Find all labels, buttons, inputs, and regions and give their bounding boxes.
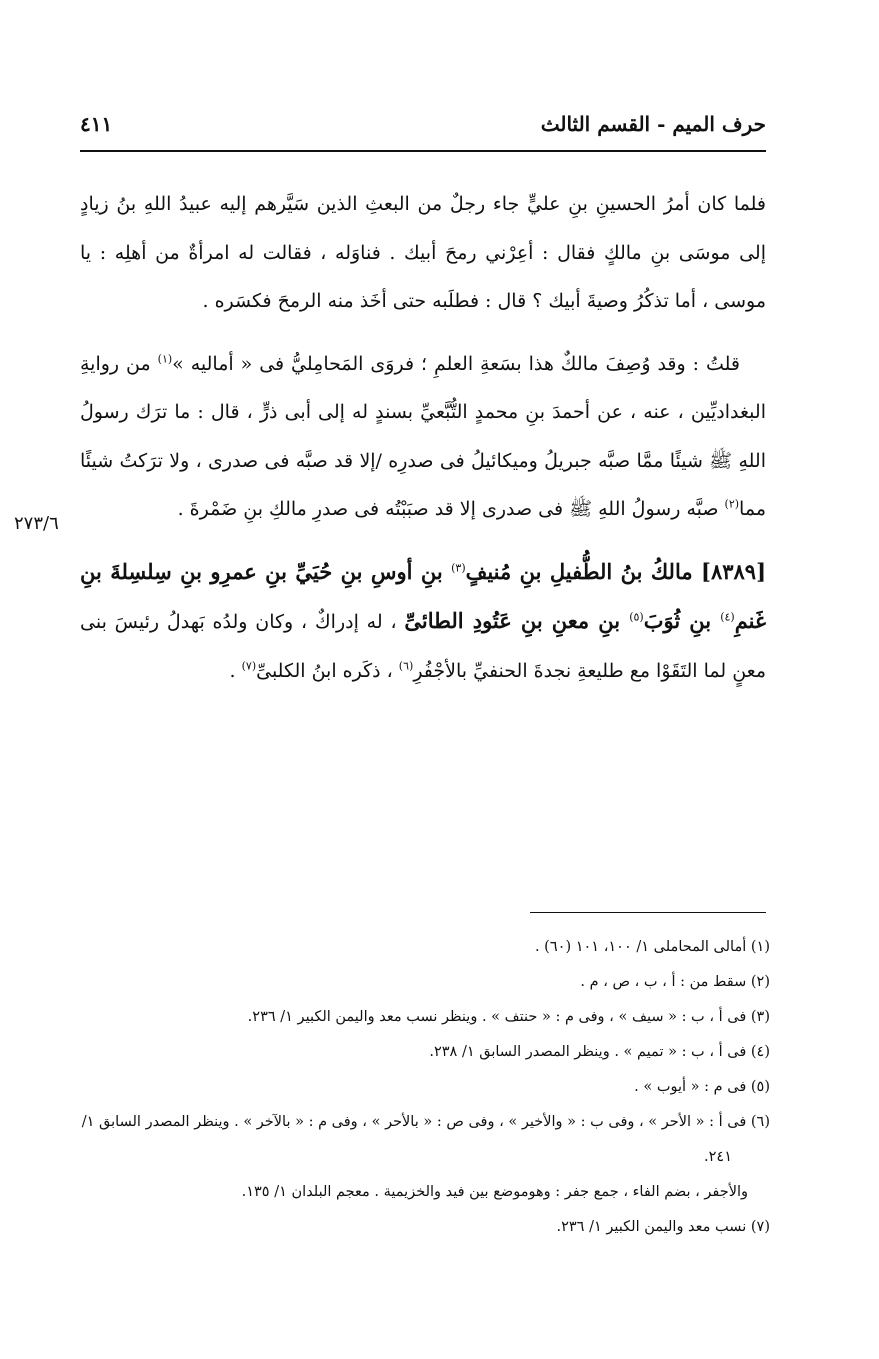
footnote-ref-1: (١): [157, 352, 173, 366]
entry-text-end: .: [229, 659, 242, 682]
footnote-6-continuation: والأجفر ، بضم الفاء ، جمع جفر : وهوموضع بين فيد والخزيمية . معجم البلدان ١/ ١٣٥.: [241, 1184, 748, 1200]
footnote-ref-5: (٥): [629, 610, 644, 624]
footnote-ref-6: (٦): [398, 659, 414, 673]
paragraph-2-text-a: قلتُ : وقد وُصِفَ مالكٌ هذا بسَعةِ العلمِ ؛ فروَى المَحامِليُّ فى « أماليه »: [172, 352, 740, 375]
footnote-4: (٤) فى أ ، ب : « تميم » . وينظر المصدر السابق ١/ ٢٣٨.: [429, 1044, 770, 1060]
paragraph-1: فلما كان أمرُ الحسينِ بنِ عليٍّ جاء رجلٌ من البعثِ الذين سَيَّرهم إليه عبيدُ اللهِ بنُ زيادٍ إلى موسَى بنِ مالكٍ فقال : أعِرْني رمحَ أبيك . فناوَله ، فقالت له امرأةٌ من أهلِه : يا موسى ، أما تذكُرُ وصيةَ أبيك ؟ قال : فطلَبه حتى أخَذ منه الرمحَ فكسَره .: [80, 193, 766, 312]
paragraph-2: [80, 340, 766, 534]
chapter-title: حرف الميم - القسم الثالث: [540, 112, 766, 136]
footnote-ref-3: (٣): [451, 561, 466, 575]
running-header: [80, 108, 766, 148]
footnote-7: (٧) نسب معد واليمن الكبير ١/ ٢٣٦.: [556, 1219, 770, 1235]
header-rule: [80, 150, 766, 152]
page-number: ٤١١: [80, 112, 113, 136]
footnote-ref-2: (٢): [724, 497, 740, 511]
entry-text: ، له إدراكٌ ، وكان ولدُه بَهدلُ رئيسَ بنى معنٍ لما التَقَوْا مع طليعةِ نجدةَ الحنفيِّ بالأجْفُرِ: [80, 611, 766, 682]
margin-volume-reference: ٢٧٣/٦: [14, 513, 59, 534]
footnote-2: (٢) سقط من : أ ، ب ، ص ، م .: [580, 974, 770, 990]
entry-heading-d: بنِ معنِ بنِ عَتُودِ الطائىِّ: [404, 608, 630, 633]
footnote-1: (١) أمالى المحاملى ١/ ١٠٠، ١٠١ (٦٠) .: [534, 939, 770, 955]
paragraph-2-text-c: صبَّه رسولُ اللهِ ﷺ فى صدرى إلا قد صبَبْتُه فى صدرِ مالكِ بنِ ضَمْرةَ .: [177, 498, 725, 520]
entry-text-2: ، ذكَره ابنُ الكلبىِّ: [256, 659, 399, 682]
biography-entry: [80, 548, 766, 696]
entry-heading-c: بنِ ثُوَبَ: [643, 608, 721, 633]
paragraph-2-text-b: من روايةِ البغداديِّين ، عنه ، عن أحمدَ بنِ محمدٍ التُّبَّعيِّ بسندٍ له إلى أبى ذرٍّ ، قال : ما ترَك رسولُ اللهِ ﷺ شيئًا ممَّا صبَّه جبريلُ وميكائيلُ فى صدرِه /إلا قد صبَّه فى صدرى ، ولا ترَكتُ شيئًا مما: [80, 352, 766, 520]
entry-heading-a: [٨٣٨٩] مالكُ بنُ الطُّفيلِ بنِ مُنيفٍ: [465, 558, 766, 584]
footnote-ref-4: (٤): [720, 610, 735, 624]
footnote-3: (٣) فى أ ، ب : « سيف » ، وفى م : « حنتف » . وينظر نسب معد واليمن الكبير ١/ ٢٣٦.: [247, 1009, 770, 1025]
main-text: [80, 180, 766, 709]
footnotes: [80, 930, 770, 1245]
footnote-ref-7: (٧): [241, 659, 257, 673]
footnote-separator: [530, 912, 766, 913]
footnote-6: (٦) فى أ : « الأحر » ، وفى ب : « والأخير » ، وفى ص : « بالأحر » ، وفى م : « بالآخر » . وينظر المصدر السابق ١/ ٢٤١.: [81, 1114, 770, 1165]
footnote-5: (٥) فى م : « أيوب » .: [634, 1079, 770, 1095]
entry-heading-b: بنِ أوسِ بنِ حُيَيِّ بنِ عمرِو بنِ سِلسِلةَ بنِ غَنمِ: [80, 558, 766, 633]
